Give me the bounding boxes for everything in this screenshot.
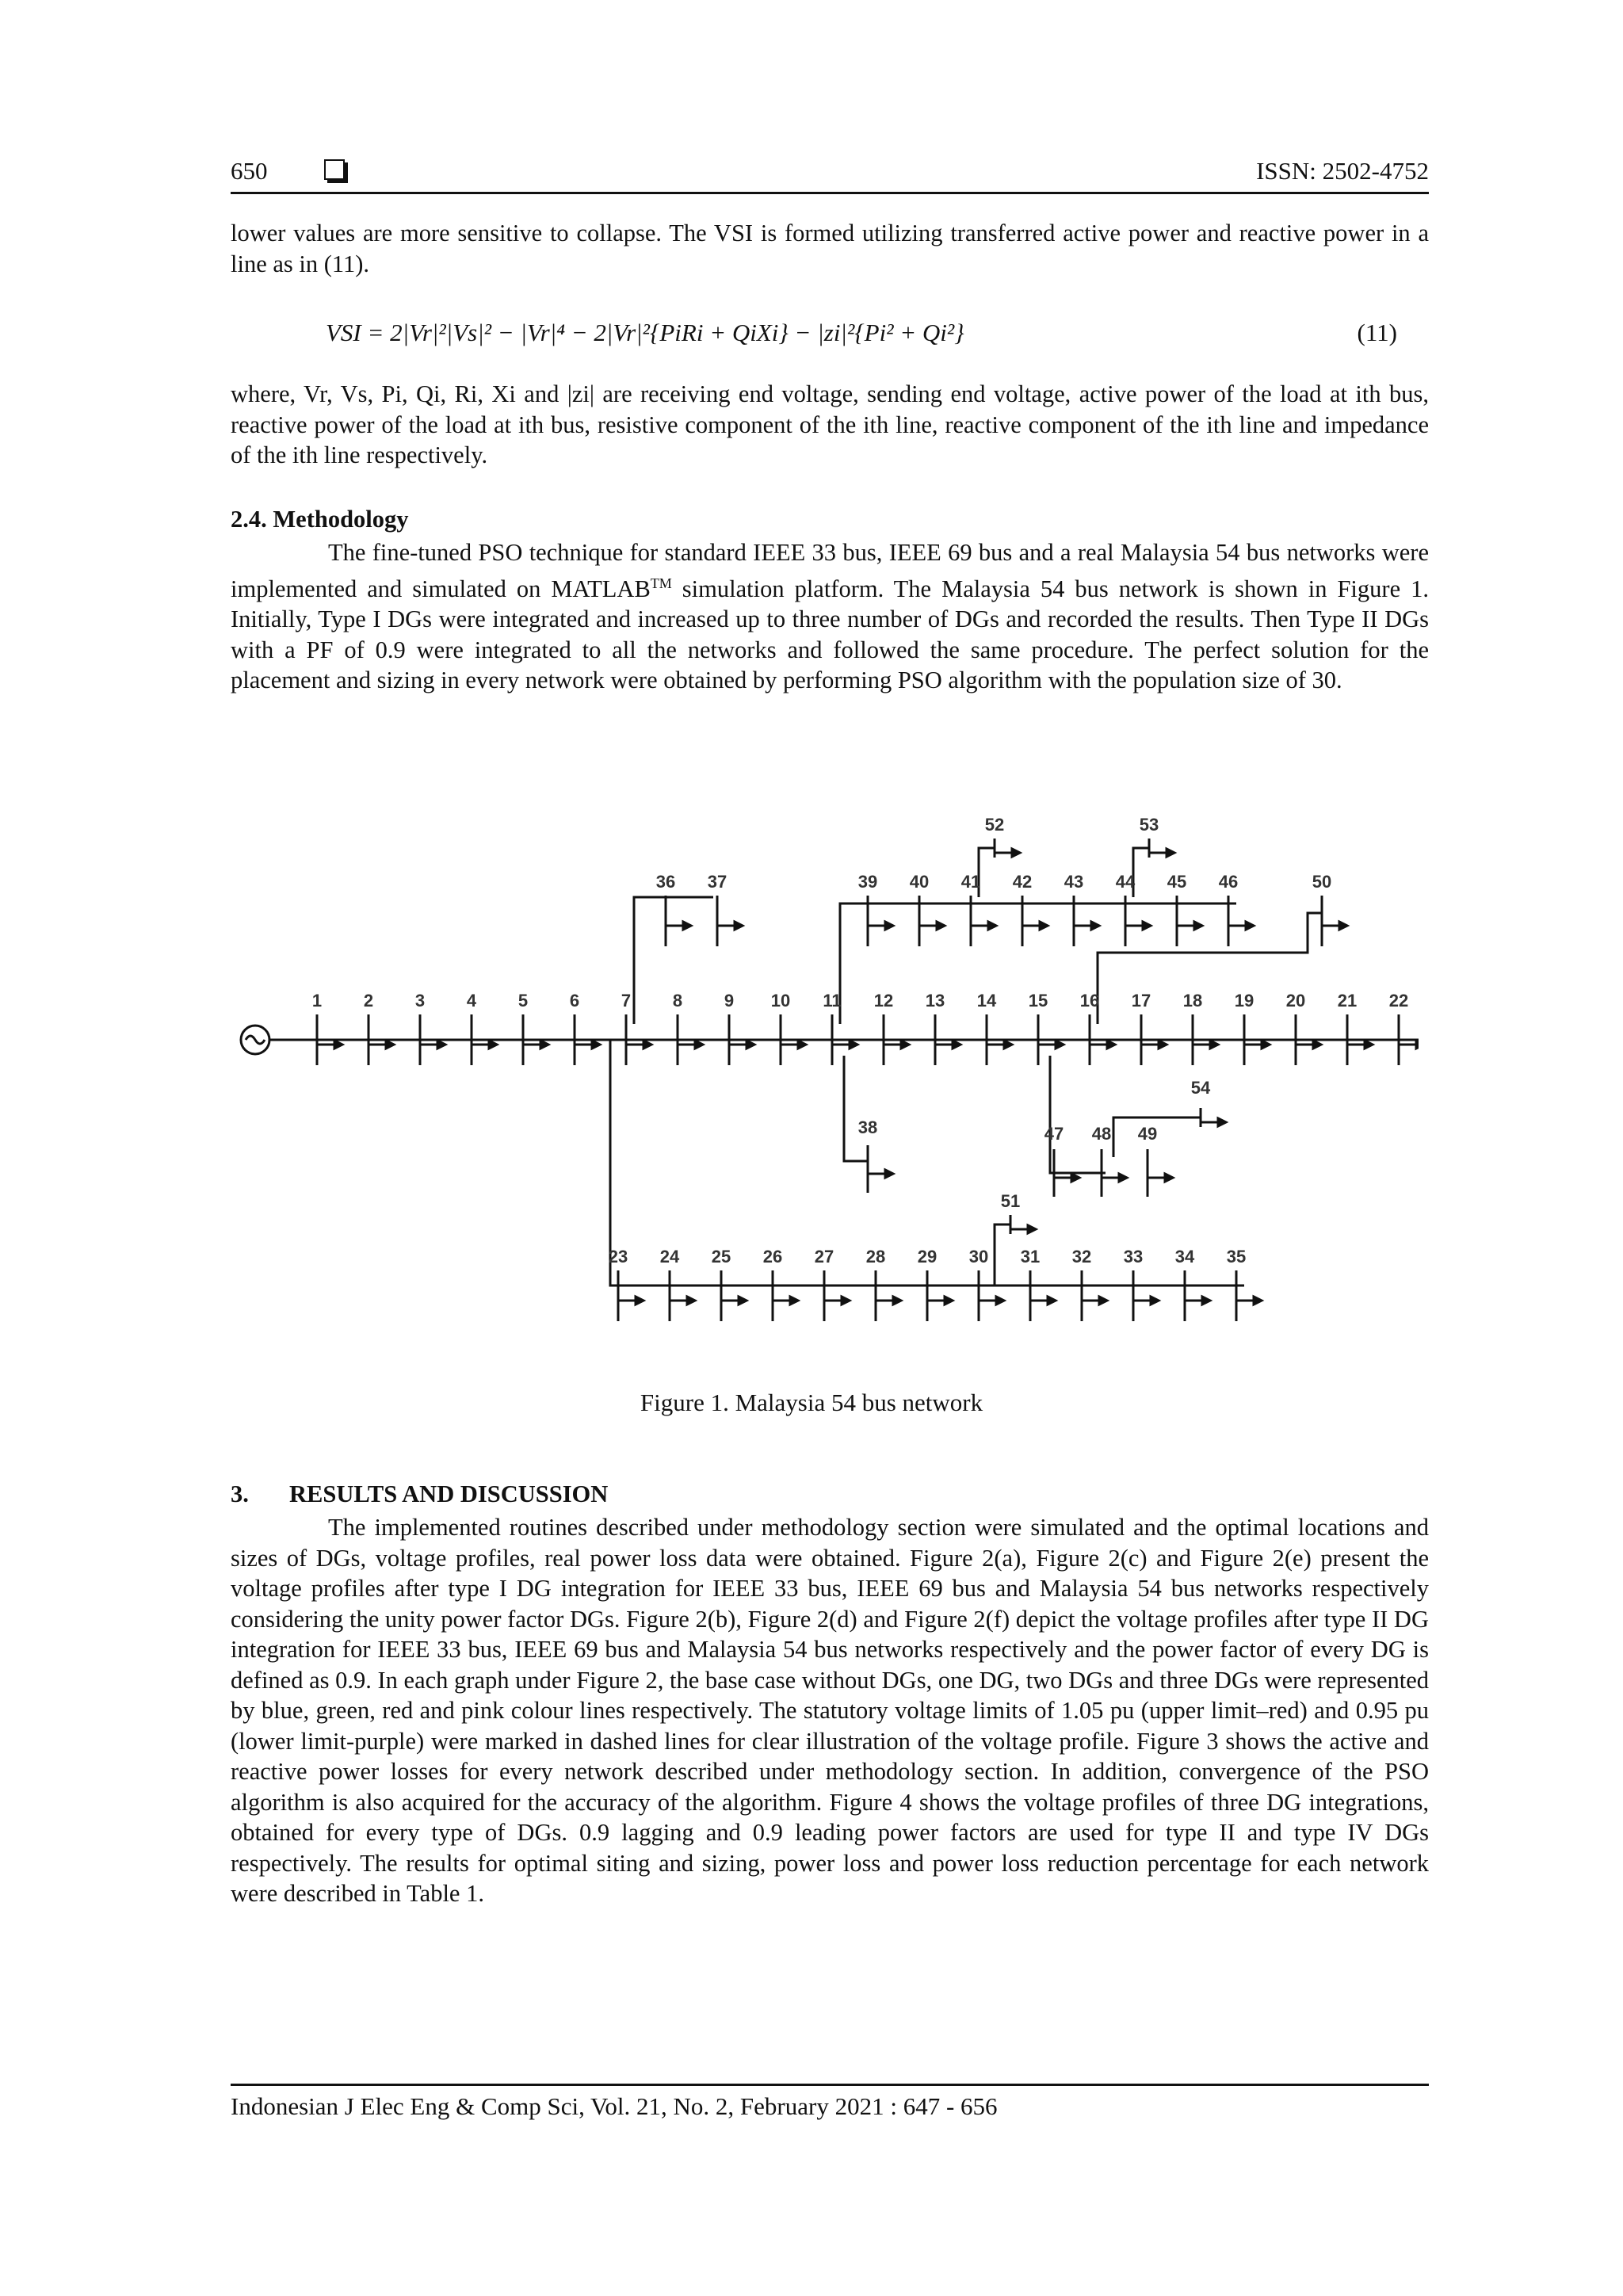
load-arrow-icon bbox=[695, 1041, 703, 1049]
load-arrow-icon bbox=[1210, 1041, 1218, 1049]
bus-label: 40 bbox=[909, 872, 930, 892]
load-arrow-icon bbox=[540, 1041, 548, 1049]
load-arrow-icon bbox=[1218, 1118, 1226, 1126]
load-arrow-icon bbox=[1099, 1297, 1107, 1305]
bus-label: 3 bbox=[414, 991, 426, 1010]
bus-label: 14 bbox=[976, 991, 997, 1010]
bus-network-diagram bbox=[230, 800, 1419, 1355]
load-arrow-icon bbox=[1165, 1174, 1173, 1182]
load-arrow-icon bbox=[937, 922, 945, 930]
bus-label: 30 bbox=[968, 1247, 989, 1266]
bus-label: 26 bbox=[762, 1247, 783, 1266]
bus-label: 2 bbox=[363, 991, 374, 1010]
bus-label: 36 bbox=[655, 872, 676, 892]
load-arrow-icon bbox=[1313, 1041, 1321, 1049]
bus-label: 47 bbox=[1044, 1124, 1064, 1144]
load-arrow-icon bbox=[798, 1041, 806, 1049]
load-arrow-icon bbox=[1159, 1041, 1167, 1049]
bus-label: 25 bbox=[711, 1247, 731, 1266]
bus-label: 22 bbox=[1388, 991, 1409, 1010]
methodology-text-a: The fine-tuned PSO technique for standard IEEE 33 bus, IEEE 69 bus and a real Malaysia 54 bus networks were implemented and simulated on MATLAB bbox=[231, 539, 1429, 602]
bus-label: 15 bbox=[1028, 991, 1048, 1010]
methodology-text-b: simulation platform. The Malaysia 54 bus network is shown in Figure 1. Initially, Type I DGs were integrated and increased up to three number of DGs and recorded the results. Then Type II DGs with a PF of 0.9 were integrated to all the networks and followed the same procedure. The perfect solution for the placement and sizing in every network were obtained by performing PSO algorithm with the population size of 30. bbox=[231, 575, 1429, 694]
bus-label: 1 bbox=[311, 991, 323, 1010]
load-arrow-icon bbox=[1048, 1297, 1056, 1305]
load-arrow-icon bbox=[945, 1297, 953, 1305]
load-arrow-icon bbox=[1107, 1041, 1115, 1049]
bus-label: 37 bbox=[707, 872, 727, 892]
bus-label: 35 bbox=[1226, 1247, 1247, 1266]
bus-label: 7 bbox=[621, 991, 632, 1010]
section-heading-methodology: 2.4. Methodology bbox=[231, 506, 409, 533]
equation-number: (11) bbox=[1357, 319, 1397, 346]
section-number: 3. bbox=[231, 1480, 249, 1507]
bus-label: 53 bbox=[1139, 815, 1159, 835]
load-arrow-icon bbox=[1012, 849, 1020, 857]
equation-vsi bbox=[326, 319, 1397, 347]
bus-label: 43 bbox=[1064, 872, 1084, 892]
load-arrow-icon bbox=[747, 1041, 754, 1049]
load-arrow-icon bbox=[1056, 1041, 1064, 1049]
bus-label: 50 bbox=[1312, 872, 1332, 892]
paragraph-where: where, Vr, Vs, Pi, Qi, Ri, Xi and |zi| are receiving end voltage, sending end voltage, active power of the load at ith bus, reactive power of the load at ith bus, resistive component of the ith line, reactive component of the ith line and impedance of the ith line respectively. bbox=[231, 380, 1429, 468]
load-arrow-icon bbox=[1202, 1297, 1210, 1305]
load-arrow-icon bbox=[1339, 922, 1347, 930]
bus-label: 29 bbox=[917, 1247, 938, 1266]
load-arrow-icon bbox=[850, 1041, 857, 1049]
load-arrow-icon bbox=[334, 1041, 342, 1049]
bus-label: 10 bbox=[770, 991, 791, 1010]
bus-label: 18 bbox=[1182, 991, 1203, 1010]
bus-label: 45 bbox=[1167, 872, 1187, 892]
bus-label: 8 bbox=[672, 991, 683, 1010]
load-arrow-icon bbox=[489, 1041, 497, 1049]
load-arrow-icon bbox=[1004, 1041, 1012, 1049]
load-arrow-icon bbox=[739, 1297, 747, 1305]
load-arrow-icon bbox=[1143, 922, 1151, 930]
load-arrow-icon bbox=[643, 1041, 651, 1049]
load-arrow-icon bbox=[893, 1297, 901, 1305]
equation-text: VSI = 2|Vr|²|Vs|² − |Vr|⁴ − 2|Vr|²{PiRi + QiXi} − |zi|²{Pi² + Qi²} bbox=[326, 319, 964, 346]
bus-label: 17 bbox=[1131, 991, 1151, 1010]
page-header bbox=[231, 157, 1429, 194]
load-arrow-icon bbox=[1254, 1297, 1262, 1305]
bus-label: 42 bbox=[1012, 872, 1033, 892]
square-bullet-icon bbox=[324, 159, 345, 180]
load-arrow-icon bbox=[1119, 1174, 1127, 1182]
load-arrow-icon bbox=[735, 922, 743, 930]
load-arrow-icon bbox=[885, 922, 893, 930]
bus-label: 16 bbox=[1079, 991, 1100, 1010]
bus-label: 34 bbox=[1174, 1247, 1195, 1266]
bus-label: 44 bbox=[1115, 872, 1136, 892]
page-footer: Indonesian J Elec Eng & Comp Sci, Vol. 21, No. 2, February 2021 : 647 - 656 bbox=[231, 2084, 1429, 2121]
bus-label: 21 bbox=[1337, 991, 1358, 1010]
load-arrow-icon bbox=[1091, 922, 1099, 930]
paragraph-results: The implemented routines described under methodology section were simulated and the optimal locations and sizes of DGs, voltage profiles, real power loss data were obtained. Figure 2(a), Figure 2(c) and Figure 2(e) present the voltage profiles after type I DG integration for IEEE 33 bus, IEEE 69 bus and Malaysia 54 bus networks respectively considering the unity power factor DGs. Figure 2(b), Figure 2(d) and Figure 2(f) depict the voltage profiles after type II DG integration for IEEE 33 bus, IEEE 69 bus and Malaysia 54 bus networks respectively and the power factor of every DG is defined as 0.9. In each graph under Figure 2, the base case without DGs, one DG, two DGs and three DGs were represented by blue, green, red and pink colour lines respectively. The statutory voltage limits of 1.05 pu (upper limit–red) and 0.95 pu (lower limit-purple) were marked in dashed lines for clear illustration of the voltage profile. Figure 3 shows the active and reactive power losses for every network described under methodology section. In addition, convergence of the PSO algorithm is also acquired for the accuracy of the algorithm. Figure 4 shows the voltage profiles of three DG integrations, obtained for every type of DGs. 0.9 lagging and 0.9 leading power factors are used for type II and type IV DGs respectively. The results for optimal siting and sizing, power loss and power loss reduction percentage for each network were described in Table 1. bbox=[231, 1514, 1429, 1907]
bus-label: 6 bbox=[569, 991, 580, 1010]
bus-label: 31 bbox=[1020, 1247, 1041, 1266]
load-arrow-icon bbox=[1167, 849, 1174, 857]
bus-label: 12 bbox=[873, 991, 894, 1010]
load-arrow-icon bbox=[996, 1297, 1004, 1305]
branch-53 bbox=[1133, 848, 1149, 897]
bus-label: 41 bbox=[960, 872, 981, 892]
bus-label: 48 bbox=[1091, 1124, 1112, 1144]
load-arrow-icon bbox=[1194, 922, 1202, 930]
bus-label: 19 bbox=[1234, 991, 1254, 1010]
bus-label: 39 bbox=[857, 872, 878, 892]
load-arrow-icon bbox=[901, 1041, 909, 1049]
load-arrow-icon bbox=[988, 922, 996, 930]
bus-label: 46 bbox=[1218, 872, 1239, 892]
bus-label: 4 bbox=[466, 991, 477, 1010]
bus-label: 33 bbox=[1123, 1247, 1144, 1266]
load-arrow-icon bbox=[790, 1297, 798, 1305]
bus-label: 51 bbox=[1000, 1191, 1021, 1211]
branch-36 bbox=[634, 897, 674, 1024]
load-arrow-icon bbox=[683, 922, 691, 930]
sine-wave-icon bbox=[246, 1036, 265, 1044]
bus-label: 52 bbox=[984, 815, 1005, 835]
load-arrow-icon bbox=[1040, 922, 1048, 930]
load-arrow-icon bbox=[1246, 922, 1254, 930]
branch-38 bbox=[844, 1056, 868, 1161]
page-number: 650 bbox=[231, 157, 268, 185]
bus-label: 54 bbox=[1190, 1078, 1211, 1098]
load-arrow-icon bbox=[386, 1041, 394, 1049]
bus-label: 28 bbox=[865, 1247, 886, 1266]
bus-label: 49 bbox=[1137, 1124, 1158, 1144]
load-arrow-icon bbox=[687, 1297, 695, 1305]
bus-label: 11 bbox=[823, 991, 842, 1010]
load-arrow-icon bbox=[1028, 1225, 1036, 1233]
branch-52 bbox=[979, 848, 995, 897]
load-arrow-icon bbox=[1416, 1041, 1419, 1049]
branch-51 bbox=[995, 1224, 1010, 1286]
load-arrow-icon bbox=[842, 1297, 850, 1305]
paragraph-vsi-intro: lower values are more sensitive to collapse. The VSI is formed utilizing transferred active power and reactive power in a line as in (11). bbox=[231, 220, 1429, 277]
bus-label: 23 bbox=[608, 1247, 628, 1266]
bus-label: 5 bbox=[517, 991, 529, 1010]
load-arrow-icon bbox=[885, 1170, 893, 1178]
load-arrow-icon bbox=[1262, 1041, 1270, 1049]
load-arrow-icon bbox=[1365, 1041, 1373, 1049]
branch-47 bbox=[1050, 1056, 1106, 1173]
issn: ISSN: 2502-4752 bbox=[1256, 157, 1429, 185]
load-arrow-icon bbox=[636, 1297, 643, 1305]
trademark: TM bbox=[650, 575, 672, 591]
bus-label: 32 bbox=[1071, 1247, 1092, 1266]
paragraph-methodology bbox=[231, 537, 1429, 696]
bus-label: 27 bbox=[814, 1247, 834, 1266]
load-arrow-icon bbox=[437, 1041, 445, 1049]
bus-label: 38 bbox=[857, 1117, 878, 1137]
load-arrow-icon bbox=[1151, 1297, 1159, 1305]
bus-label: 13 bbox=[925, 991, 945, 1010]
section-heading-results: RESULTS AND DISCUSSION bbox=[289, 1480, 609, 1507]
load-arrow-icon bbox=[1071, 1174, 1079, 1182]
bus-label: 20 bbox=[1285, 991, 1306, 1010]
bus-label: 9 bbox=[724, 991, 735, 1010]
figure-caption: Figure 1. Malaysia 54 bus network bbox=[640, 1389, 983, 1416]
load-arrow-icon bbox=[953, 1041, 960, 1049]
bus-label: 24 bbox=[659, 1247, 680, 1266]
load-arrow-icon bbox=[592, 1041, 600, 1049]
